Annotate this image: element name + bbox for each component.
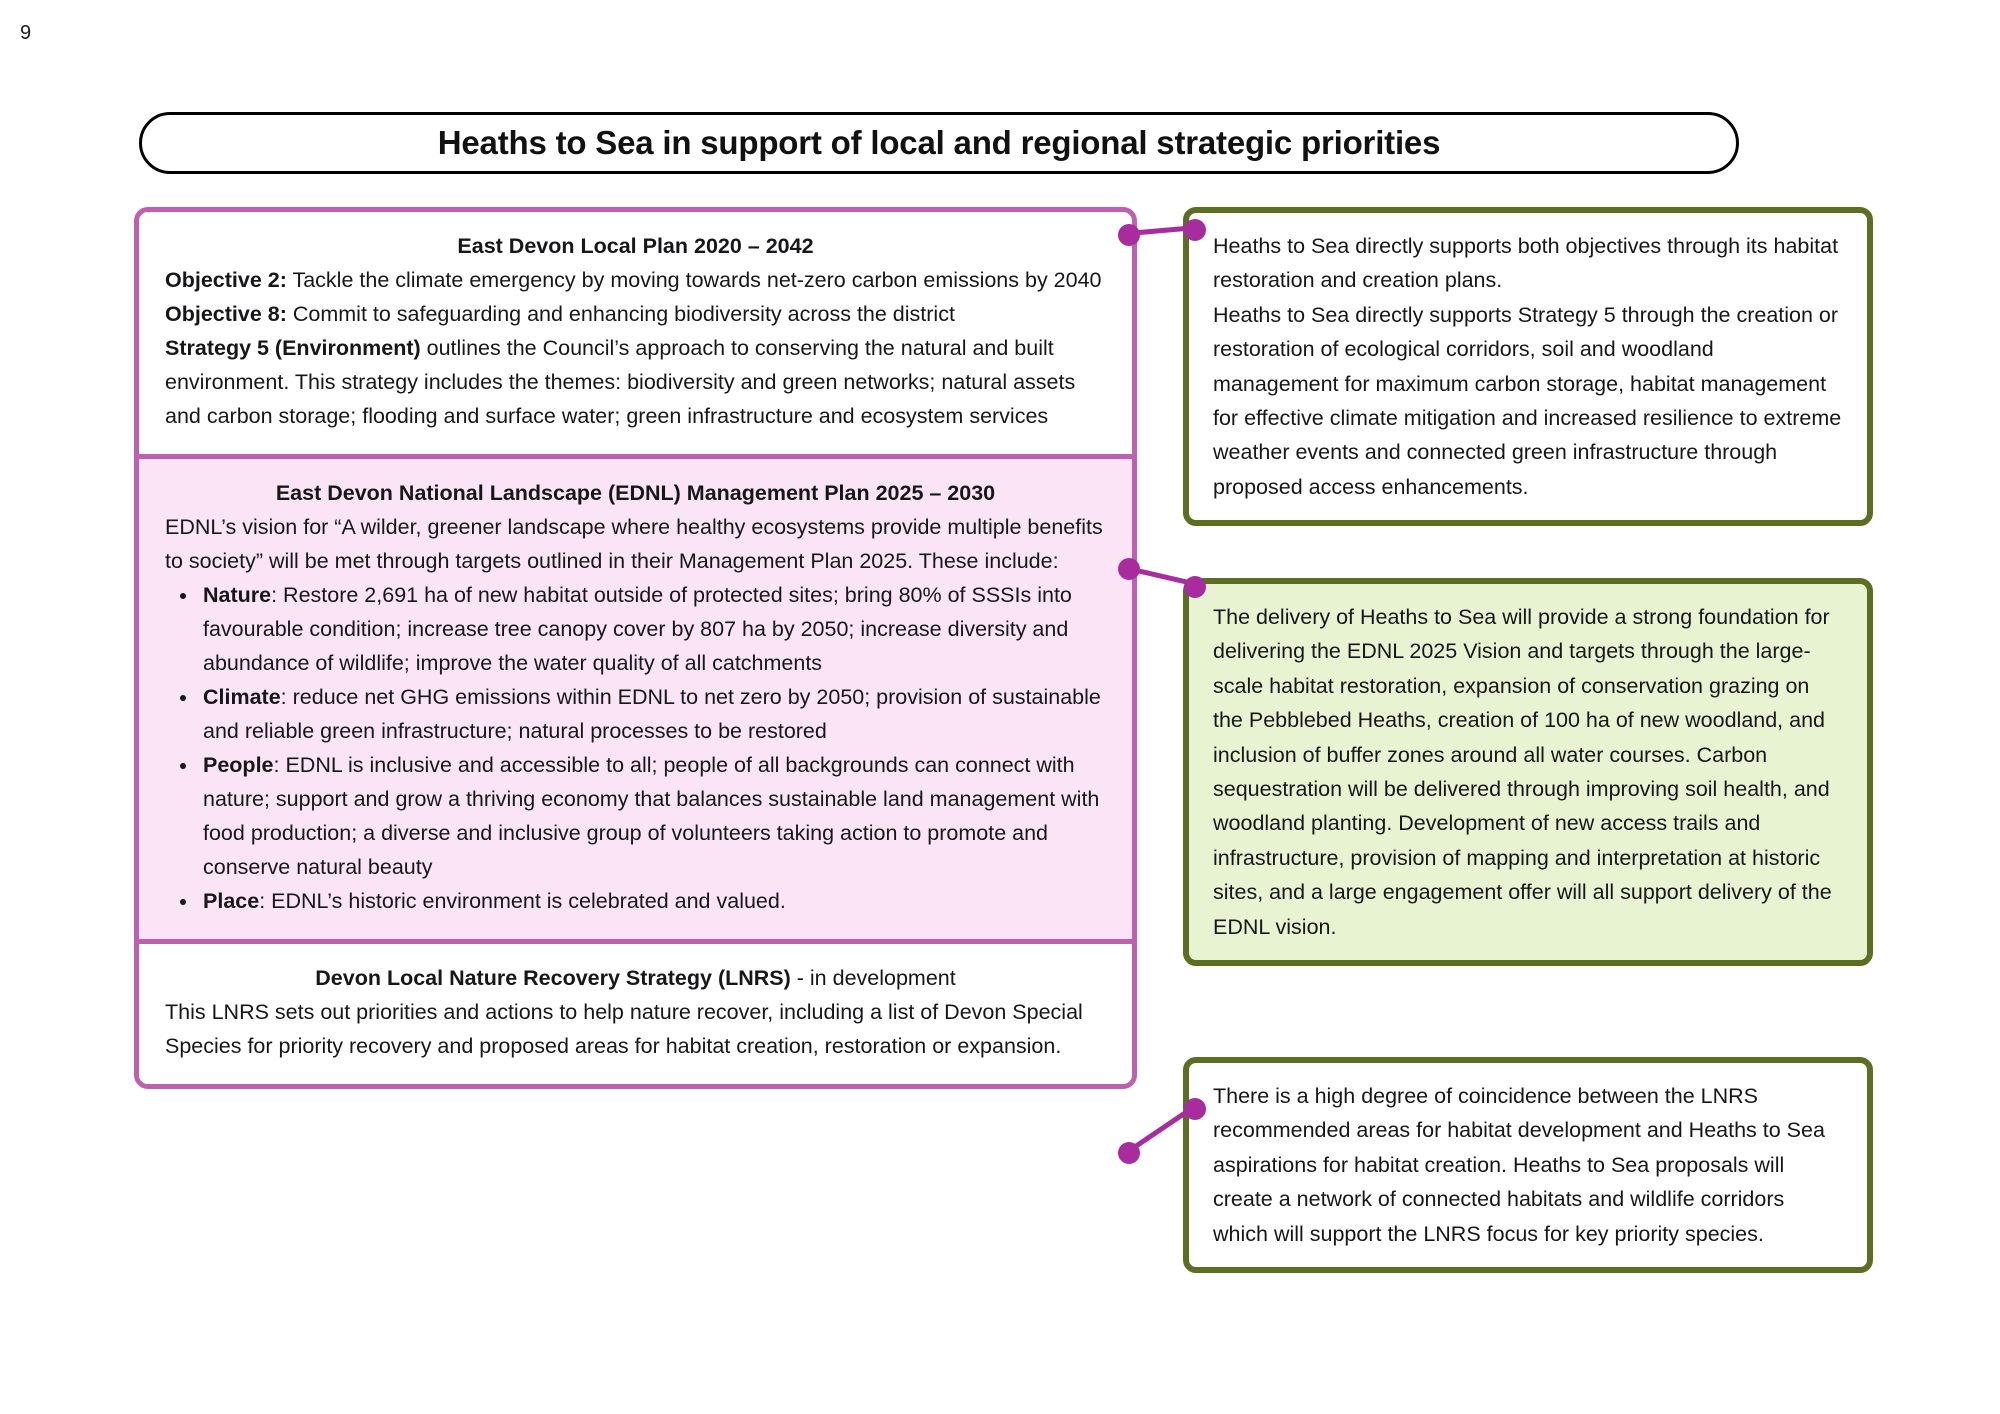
box-east-devon-local-plan	[139, 212, 1132, 454]
place-text: : EDNL’s historic environment is celebrated and valued.	[259, 889, 786, 913]
response-lnrs-para-1: There is a high degree of coincidence between the LNRS recommended areas for habitat development and Heaths to Sea aspirations for habitat creation. Heaths to Sea proposals will create a network of connected habitats and wildlife corridors which will support the LNRS focus for key priority species.	[1213, 1084, 1825, 1246]
objective-2-label: Objective 2:	[165, 268, 287, 293]
lnrs-body: This LNRS sets out priorities and actions to help nature recover, including a list of Devon Special Species for priority recovery and proposed areas for habitat creation, restoration or expansion.	[165, 1000, 1083, 1059]
page-title: Heaths to Sea in support of local and regional strategic priorities	[437, 124, 1441, 161]
objective-8-label: Objective 8:	[165, 302, 287, 327]
box-response-lnrs	[1183, 1057, 1873, 1273]
people-text: : EDNL is inclusive and accessible to all; people of all backgrounds can connect with nature; support and grow a thriving economy that balances sustainable land management with food production; a diverse and inclusive group of volunteers taking action to promote and conserve natural beauty	[203, 753, 1100, 880]
place-label: Place	[203, 889, 260, 913]
objective-8-text: Commit to safeguarding and enhancing biodiversity across the district	[286, 302, 955, 327]
connector-dot-1-right	[1184, 219, 1206, 241]
connector-dot-2-right	[1184, 576, 1206, 598]
lnrs-heading-bold: Devon Local Nature Recovery Strategy (LNRS)	[315, 965, 791, 990]
page-number: 9	[20, 22, 32, 44]
list-item-place	[199, 885, 1106, 919]
connector-dot-2-left	[1118, 558, 1140, 580]
climate-text: : reduce net GHG emissions within EDNL to net zero by 2050; provision of sustainable and reliable green infrastructure; natural processes to be restored	[203, 685, 1101, 744]
box-response-local-plan	[1183, 207, 1873, 526]
left-column-container	[134, 207, 1137, 1089]
people-label: People	[203, 753, 274, 778]
list-item-people	[199, 749, 1106, 885]
box-heading-local-plan: East Devon Local Plan 2020 – 2042	[457, 234, 814, 258]
box-heading-lnrs	[165, 962, 1106, 994]
response-ednl-para-1: The delivery of Heaths to Sea will provide a strong foundation for delivering the EDNL 2025 Vision and targets through the large-scale habitat restoration, expansion of conservation grazing on the Pebblebed Heaths, creation of 100 ha of new woodland, and inclusion of buffer zones around all water courses. Carbon sequestration will be delivered through improving soil health, and woodland planting. Development of new access trails and infrastructure, provision of mapping and interpretation at historic sites, and a large engagement offer will all support delivery of the EDNL vision.	[1213, 605, 1832, 939]
list-item-climate	[199, 681, 1106, 749]
local-plan-objective-8	[165, 298, 1106, 332]
page-title-banner	[139, 112, 1739, 174]
strategy-5-text: outlines the Council’s approach to conserving the natural and built environment. This strategy includes the themes: biodiversity and green networks; natural assets and carbon storage; flooding and surface water; green infrastructure and ecosystem services	[165, 336, 1076, 429]
objective-2-text: Tackle the climate emergency by moving towards net-zero carbon emissions by 2040	[286, 268, 1102, 293]
connector-dot-3-left	[1118, 1142, 1140, 1164]
response-local-plan-para-2: Heaths to Sea directly supports Strategy 5 through the creation or restoration of ecological corridors, soil and woodland management for maximum carbon storage, habitat management for effective climate mitigation and increased resilience to extreme weather events and connected green infrastructure through proposed access enhancements.	[1213, 302, 1842, 499]
local-plan-strategy-5	[165, 332, 1106, 434]
nature-text: : Restore 2,691 ha of new habitat outside of protected sites; bring 80% of SSSIs into favourable condition; increase tree canopy cover by 807 ha by 2050; increase diversity and abundance of wildlife; improve the water quality of all catchments	[203, 583, 1072, 676]
box-ednl-management-plan	[139, 459, 1132, 939]
climate-label: Climate	[203, 685, 281, 710]
box-heading-ednl: East Devon National Landscape (EDNL) Management Plan 2025 – 2030	[275, 481, 996, 506]
nature-label: Nature	[203, 583, 272, 608]
box-response-ednl	[1183, 578, 1873, 966]
lnrs-heading-light: - in development	[790, 965, 956, 990]
ednl-intro: EDNL’s vision for “A wilder, greener landscape where healthy ecosystems provide multiple benefits to society” will be met through targets outlined in their Management Plan 2025. These include:	[165, 515, 1103, 574]
ednl-target-list	[165, 579, 1106, 919]
strategy-5-label: Strategy 5 (Environment)	[165, 336, 421, 361]
box-devon-lnrs	[139, 944, 1132, 1084]
local-plan-objective-2	[165, 264, 1106, 298]
list-item-nature	[199, 579, 1106, 681]
connector-dot-1-left	[1118, 224, 1140, 246]
response-local-plan-para-1: Heaths to Sea directly supports both objectives through its habitat restoration and creation plans.	[1213, 234, 1839, 293]
connector-dot-3-right	[1184, 1098, 1206, 1120]
